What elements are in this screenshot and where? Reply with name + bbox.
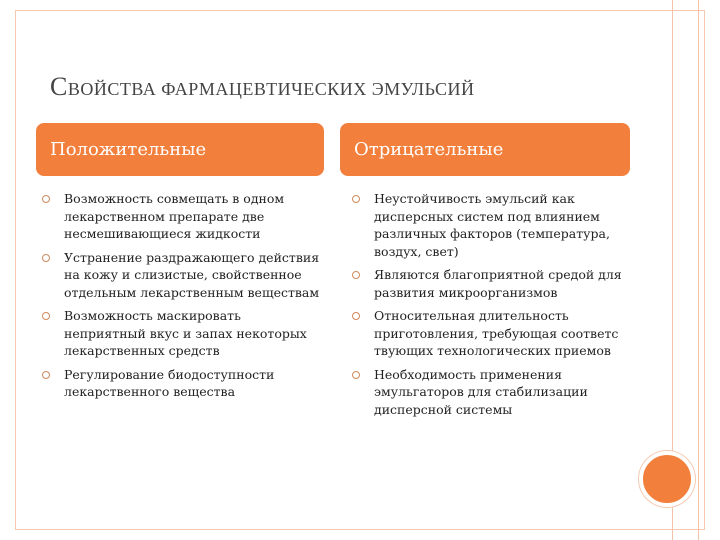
list-item	[352, 366, 632, 419]
list-item-text: Являются благоприятной средой для развития микроорганизмов	[374, 267, 622, 300]
positive-header	[36, 123, 324, 176]
list-item	[42, 190, 322, 243]
list-item-text: Устранение раздражающего действия на кожу и слизистые, свойственное отдельным лекарственным веществам	[64, 249, 320, 300]
list-item-text: Неустойчивость эмульсий как дисперсных систем под влиянием различных факторов (температура, воздух, свет)	[374, 191, 610, 259]
bullet-icon	[352, 312, 360, 320]
decorative-line	[698, 0, 699, 540]
slide-title	[50, 72, 650, 102]
list-item	[42, 249, 322, 302]
positive-list	[42, 190, 322, 407]
bullet-icon	[42, 195, 50, 203]
bullet-icon	[352, 371, 360, 379]
list-item	[352, 307, 632, 360]
list-item	[42, 366, 322, 401]
list-item-text: Относительная длительность приготовления, требующая соответс твующих технологических приемов	[374, 308, 619, 358]
negative-list	[352, 190, 632, 424]
positive-header-label: Положительные	[50, 139, 207, 160]
decorative-circle	[639, 451, 695, 507]
list-item-text: Необходимость применения эмульгаторов для стабилизации дисперсной системы	[374, 366, 588, 417]
list-item-text: Возможность совмещать в одном лекарственном препарате две несмешивающиеся жидкости	[64, 191, 285, 241]
bullet-icon	[352, 271, 360, 279]
title-initial: С	[50, 72, 68, 101]
title-rest: ВОЙСТВА ФАРМАЦЕВТИЧЕСКИХ ЭМУЛЬСИЙ	[67, 79, 475, 99]
negative-header-label: Отрицательные	[354, 139, 504, 160]
list-item	[352, 190, 632, 260]
bullet-icon	[42, 312, 50, 320]
list-item-text: Возможность маскировать неприятный вкус и запах некоторых лекарственных средств	[64, 308, 307, 358]
bullet-icon	[352, 195, 360, 203]
bullet-icon	[42, 371, 50, 379]
bullet-icon	[42, 254, 50, 262]
list-item-text: Регулирование биодоступности лекарственного вещества	[64, 366, 275, 399]
list-item	[352, 266, 632, 301]
negative-header	[340, 123, 630, 176]
list-item	[42, 307, 322, 360]
